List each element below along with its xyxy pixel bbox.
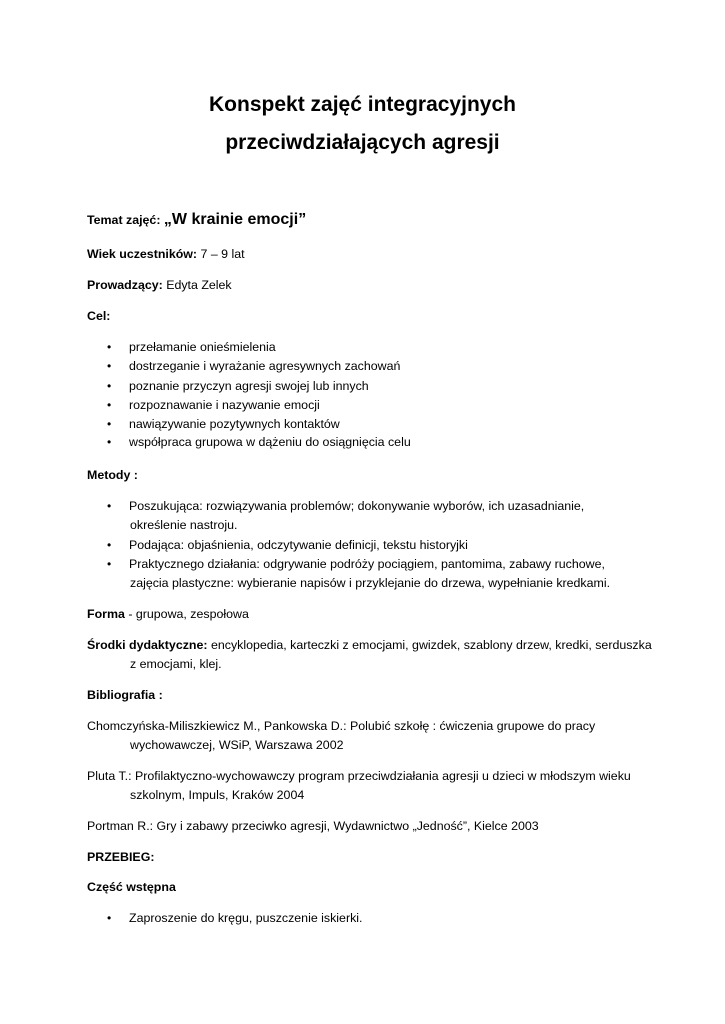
age-value: 7 – 9 lat [200,247,245,261]
means-value: encyklopedia, karteczki z emocjami, gwizdek, szablony drzew, kredki, serduszka [210,638,652,652]
leader-row [87,277,232,293]
bullet-icon: • [107,379,112,393]
form-value: - grupowa, zespołowa [124,607,249,621]
bullet-icon: • [107,538,112,552]
method-continuation: określenie nastroju. [130,518,238,532]
list-item [107,416,340,432]
list-item [107,378,369,394]
bullet-icon: • [107,557,112,571]
bibliography-label: Bibliografia : [87,688,163,702]
list-item [107,910,362,926]
bullet-icon: • [107,417,112,431]
document-title-line2: przeciwdziałających agresji [225,131,500,154]
list-item [107,556,605,572]
intro-text: Zaproszenie do kręgu, puszczenie iskierki. [129,911,363,925]
bibliography-entry: Portman R.: Gry i zabawy przeciwko agresji, Wydawnictwo „Jedność”, Kielce 2003 [87,819,539,833]
list-item [107,339,276,355]
intro-label: Część wstępna [87,880,176,894]
list-item [107,397,320,413]
means-value-continuation: z emocjami, klej. [130,657,222,671]
goal-text: współpraca grupowa w dążeniu do osiągnięcia celu [129,435,411,449]
bullet-icon: • [107,398,112,412]
list-item [107,434,411,450]
bullet-icon: • [107,435,112,449]
goal-text: przełamanie onieśmielenia [129,340,276,354]
goal-text: rozpoznawanie i nazywanie emocji [129,398,320,412]
means-label: Środki dydaktyczne: [87,638,208,652]
method-text: Podająca: objaśnienia, odczytywanie definicji, tekstu historyjki [129,538,468,552]
list-item [107,358,400,374]
form-row [87,606,249,622]
form-label: Forma [87,607,125,621]
method-continuation: zajęcia plastyczne: wybieranie napisów i przyklejanie do drzewa, wypełnianie kredkami. [130,576,611,590]
bibliography-entry: Pluta T.: Profilaktyczno-wychowawczy program przeciwdziałania agresji u dzieci w młodszym wieku [87,769,631,783]
method-text: Poszukująca: rozwiązywania problemów; dokonywanie wyborów, ich uzasadnianie, [129,499,585,513]
document-title-line1: Konspekt zajęć integracyjnych [209,93,516,116]
method-text: Praktycznego działania: odgrywanie podróży pociągiem, pantomima, zabawy ruchowe, [129,557,605,571]
goal-label: Cel: [87,309,111,323]
leader-label: Prowadzący: [87,278,163,292]
bibliography-entry-continuation: szkolnym, Impuls, Kraków 2004 [130,788,305,802]
bullet-icon: • [107,359,112,373]
age-label: Wiek uczestników: [87,247,198,261]
bibliography-entry: Chomczyńska-Miliszkiewicz M., Pankowska D.: Polubić szkołę : ćwiczenia grupowe do pracy [87,719,596,733]
list-item [107,537,468,553]
goal-text: nawiązywanie pozytywnych kontaktów [129,417,340,431]
age-row [87,246,245,262]
goal-text: dostrzeganie i wyrażanie agresywnych zachowań [129,359,401,373]
leader-value: Edyta Zelek [166,278,232,292]
bullet-icon: • [107,340,112,354]
topic-value: „W krainie emocji” [163,211,307,228]
means-row [87,637,652,653]
goal-text: poznanie przyczyn agresji swojej lub innych [129,379,369,393]
topic-row [87,212,306,228]
bibliography-entry-continuation: wychowawczej, WSiP, Warszawa 2002 [130,738,344,752]
list-item [107,498,584,514]
course-label: PRZEBIEG: [87,850,155,864]
topic-label: Temat zajęć: [87,213,161,227]
methods-label: Metody : [87,468,138,482]
bullet-icon: • [107,499,112,513]
bullet-icon: • [107,911,112,925]
